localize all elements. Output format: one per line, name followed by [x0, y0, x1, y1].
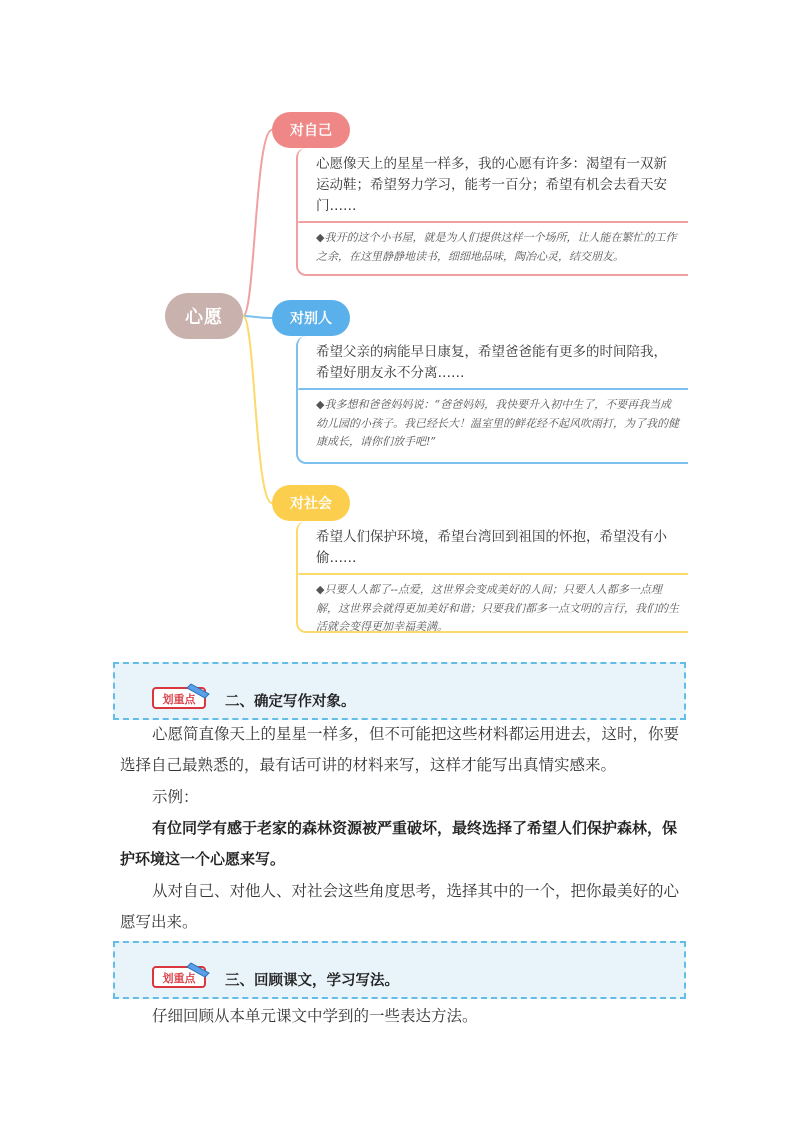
branch-self-text: 心愿像天上的星星一样多，我的心愿有许多：渴望有一双新运动鞋；希望努力学习，能考一百分；希望有机会去看天安门…… — [316, 156, 667, 214]
pen-icon — [151, 682, 213, 710]
branch-self-content — [296, 148, 688, 276]
paragraph: 仔细回顾从本单元课文中学到的一些表达方法。 — [152, 1007, 478, 1025]
paragraph: 心愿简直像天上的星星一样多，但不可能把这些材料都运用进去，这时，你要选择自己最熟悉的，最有话可讲的材料来写，这样才能写出真情实感来。 — [120, 725, 680, 774]
branch-others-example: ◆我多想和爸爸妈妈说：“爸爸妈妈，我快要升入初中生了，不要再我当成幼儿园的小孩子。我已经长大！温室里的鲜花经不起风吹雨打，为了我的健康成长，请你们放手吧!” — [316, 398, 679, 448]
branch-society: 对社会 — [272, 485, 350, 521]
svg-text:划重点: 划重点 — [162, 693, 196, 706]
section-header-3 — [113, 941, 686, 999]
section-header-2 — [113, 662, 686, 720]
section-title-2: 二、确定写作对象。 — [225, 694, 356, 710]
paragraph-example: 有位同学有感于老家的森林资源被严重破坏，最终选择了希望人们保护森林，保护环境这一个心愿来写。 — [120, 819, 678, 868]
paragraph-example-label: 示例： — [152, 788, 199, 806]
mindmap-center-node: 心愿 — [165, 293, 243, 339]
paragraph: 从对自己、对他人、对社会这些角度思考，选择其中的一个，把你最美好的心愿写出来。 — [120, 882, 680, 931]
branch-society-content — [296, 521, 688, 633]
highlight-badge — [151, 682, 213, 710]
branch-self-example: ◆我开的这个小书屋，就是为人们提供这样一个场所，让人能在繁忙的工作之余，在这里静静地读书，细细地品味，陶冶心灵，结交朋友。 — [316, 231, 677, 263]
branch-society-example: ◆只要人人都了--点爱，这世界会变成美好的人间；只要人人都多一点理解，这世界会就得更加美好和谐；只要我们都多一点文明的言行，我们的生活就会变得更加幸福美满。 — [316, 583, 679, 633]
highlight-badge — [151, 961, 213, 989]
section-title-3: 三、回顾课文，学习写法。 — [225, 973, 399, 989]
branch-self: 对自己 — [272, 112, 350, 148]
branch-society-text: 希望人们保护环境，希望台湾回到祖国的怀抱，希望没有小偷…… — [316, 529, 667, 566]
pen-icon — [151, 961, 213, 989]
branch-others-text: 希望父亲的病能早日康复，希望爸爸能有更多的时间陪我，希望好朋友永不分离…… — [316, 344, 667, 381]
branch-others: 对别人 — [272, 300, 350, 336]
svg-text:划重点: 划重点 — [162, 972, 196, 985]
branch-others-content — [296, 336, 688, 464]
